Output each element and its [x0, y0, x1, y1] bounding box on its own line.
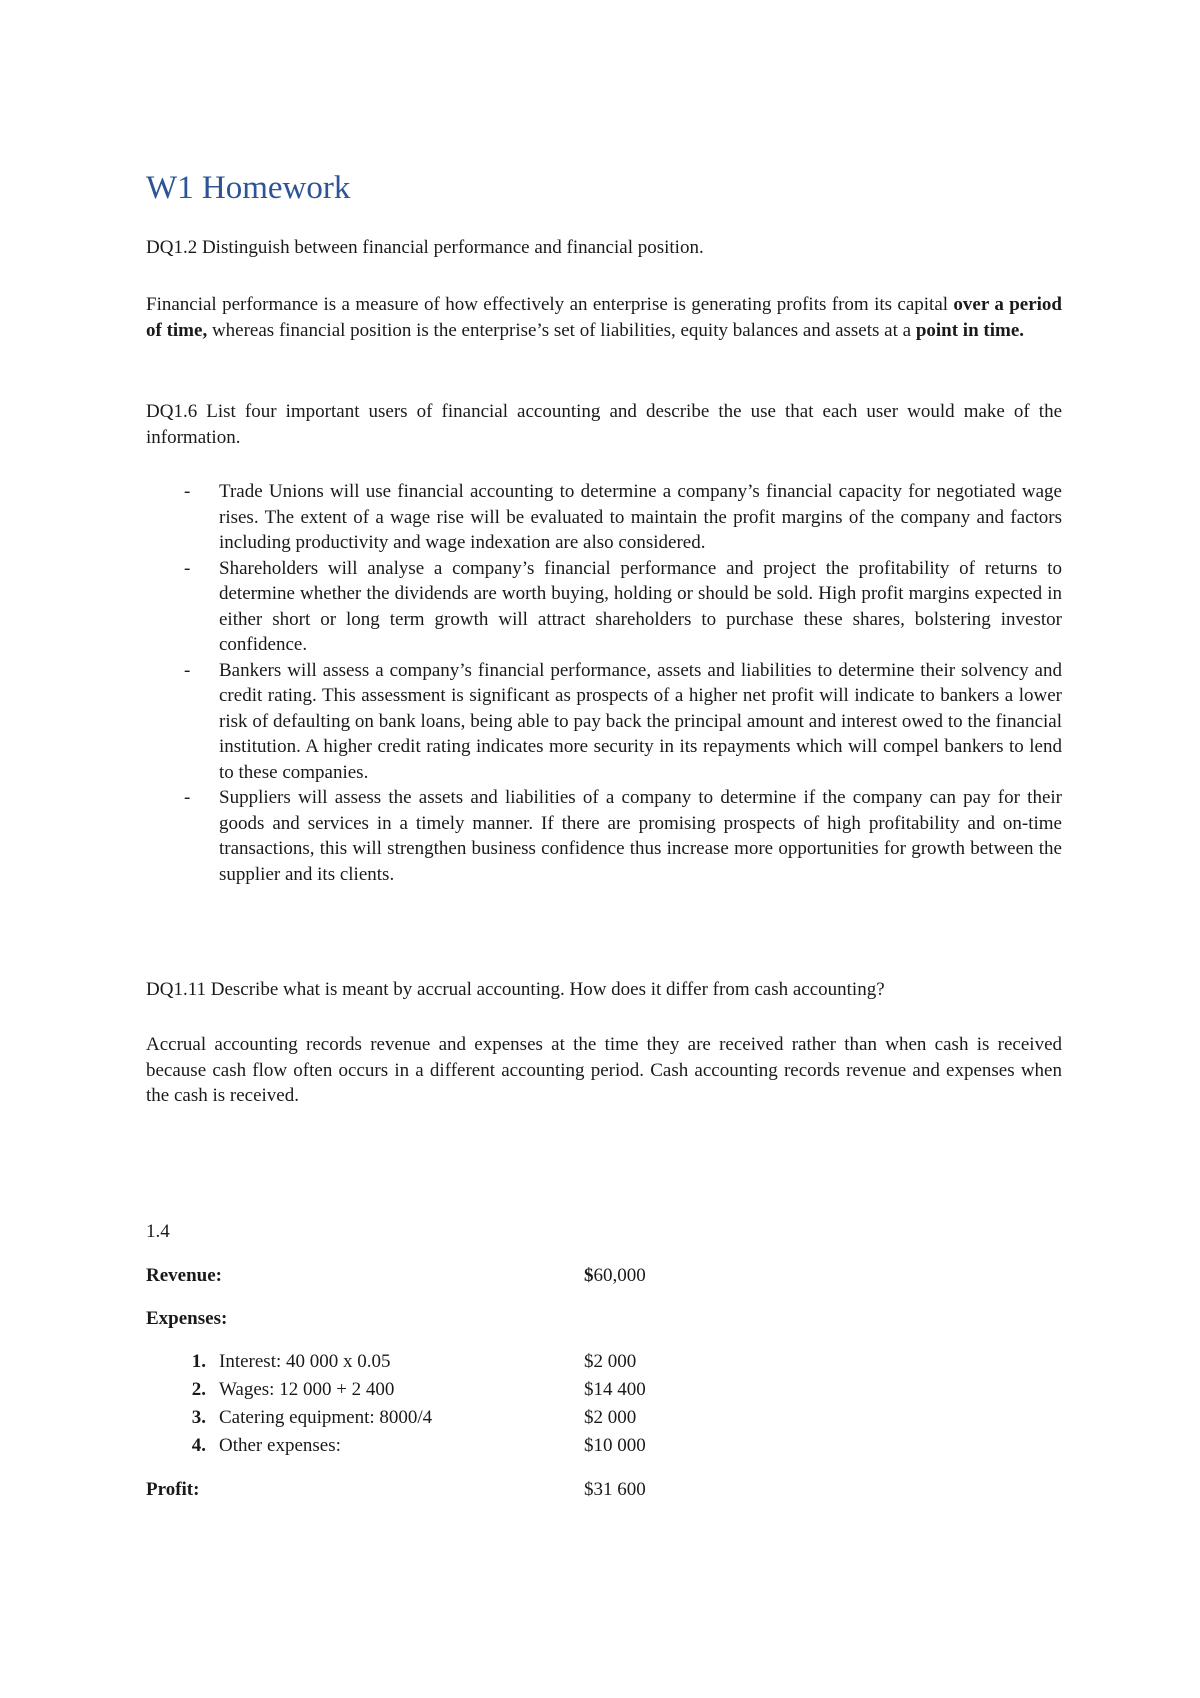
expense-number: 1. [191, 1351, 206, 1372]
answer-dq1-11: Accrual accounting records revenue and expenses at the time they are received rather than when cash is received because cash flow often occurs in a different accounting period. Cash accounting records revenue and expenses when the cash is received. [146, 1034, 1062, 1106]
list-item-text: Shareholders will analyse a company’s financial performance and project the profitability of returns to determine whether the dividends are worth buying, holding or should be sold. High profit margins expected in either short or long term growth will attract shareholders to purchase these shares, bolstering investor confidence. [219, 557, 1062, 655]
expense-label: Wages: 12 000 + 2 400 [219, 1379, 395, 1400]
dash-marker: - [184, 481, 191, 502]
question-dq1-6: DQ1.6 List four important users of financial accounting and describe the use that each user would make of the information. [146, 401, 1062, 448]
exercise-number: 1.4 [146, 1221, 170, 1242]
list-item-text: Bankers will assess a company’s financial performance, assets and liabilities to determine their solvency and credit rating. This assessment is significant as prospects of a higher net profit will indicate to bankers a lower risk of defaulting on bank loans, being able to pay back the principal amount and interest owed to the financial institution. A higher credit rating indicates more security in its repayments which will compel bankers to lend to these companies. [219, 659, 1062, 783]
question-dq1-11: DQ1.11 Describe what is meant by accrual accounting. How does it differ from cash accounting? [146, 979, 885, 1000]
expense-row [146, 1349, 746, 1375]
expense-value: $14 400 [584, 1379, 646, 1400]
revenue-row [146, 1263, 746, 1289]
profit-value: $31 600 [584, 1479, 646, 1500]
list-item [146, 556, 1062, 658]
revenue-dollar: $ [584, 1265, 594, 1286]
revenue-label: Revenue: [146, 1265, 222, 1286]
expense-number: 3. [191, 1407, 206, 1428]
list-item [146, 785, 1062, 887]
list-item-text: Suppliers will assess the assets and liabilities of a company to determine if the company can pay for their goods and services in a timely manner. If there are promising prospects of high profitability and on-time transactions, this will strengthen business confidence thus increase more opportunities for growth between the supplier and its clients. [219, 787, 1062, 885]
answer-text: whereas financial position is the enterprise’s set of liabilities, equity balances and assets at a [207, 319, 916, 341]
expense-number: 2. [191, 1379, 206, 1400]
expense-row [146, 1405, 746, 1431]
expense-row [146, 1433, 746, 1459]
profit-label: Profit: [146, 1479, 200, 1500]
list-item-text: Trade Unions will use financial accounting to determine a company’s financial capacity for negotiated wage rises. The extent of a wage rise will be evaluated to maintain the profit margins of the company and factors including productivity and wage indexation are also considered. [219, 481, 1062, 553]
answer-dq1-2 [146, 292, 1062, 343]
expenses-heading-row [146, 1306, 746, 1332]
expenses-label: Expenses: [146, 1308, 228, 1329]
expense-row [146, 1377, 746, 1403]
expense-value: $10 000 [584, 1435, 646, 1456]
expense-label: Catering equipment: 8000/4 [219, 1407, 433, 1428]
revenue-amount: 60,000 [593, 1265, 646, 1286]
question-dq1-2: DQ1.2 Distinguish between financial performance and financial position. [146, 237, 704, 258]
users-list [146, 479, 1062, 887]
revenue-value [584, 1263, 646, 1289]
answer-bold-text: point in time. [915, 319, 1025, 341]
dash-marker: - [184, 557, 191, 579]
answer-text: Financial performance is a measure of how effectively an enterprise is generating profits from its capital [146, 294, 954, 315]
expense-number: 4. [191, 1435, 206, 1456]
answer-bold-text: over a period of time, [146, 294, 1062, 341]
expense-label: Other expenses: [219, 1435, 341, 1456]
dash-marker: - [184, 787, 191, 808]
dash-marker: - [184, 659, 191, 681]
expense-value: $2 000 [584, 1407, 637, 1428]
expense-value: $2 000 [584, 1351, 637, 1372]
expense-label: Interest: 40 000 x 0.05 [219, 1351, 391, 1372]
page-title: W1 Homework [146, 170, 351, 206]
profit-row [146, 1477, 746, 1503]
list-item [146, 658, 1062, 786]
list-item [146, 479, 1062, 556]
